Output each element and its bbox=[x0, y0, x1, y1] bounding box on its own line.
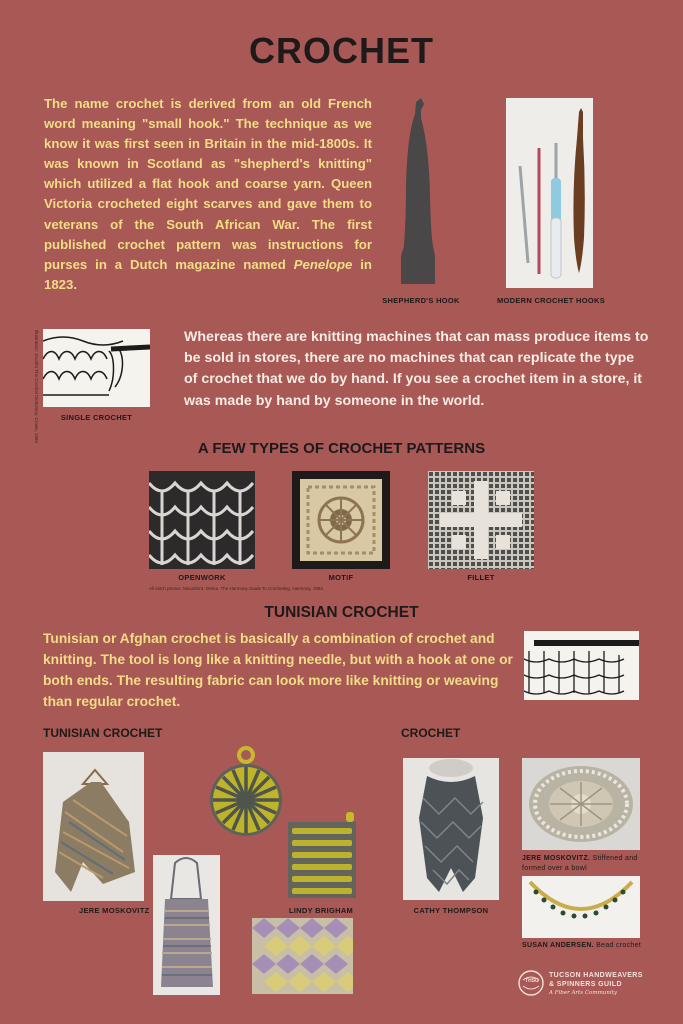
single-crochet-credit: Illustration: Jacob's The Crochet Dictionary. Crown, 1984 bbox=[34, 330, 39, 443]
susan-caption: SUSAN ANDERSEN. Bead crochet bbox=[522, 942, 642, 949]
guild-name bbox=[549, 971, 643, 998]
single-crochet-illustration bbox=[43, 329, 150, 407]
fillet-swatch bbox=[428, 471, 534, 569]
tunisian-bag-photo bbox=[153, 855, 220, 995]
stitch-photo-credit: All stitch photos: Mountford, Debra. The Harmony Guide To Crocheting. Harmony, 1992. bbox=[149, 586, 325, 591]
motif-caption: MOTIF bbox=[328, 573, 354, 582]
cathy-caption: CATHY THOMPSON bbox=[413, 906, 489, 915]
tunisian-paragraph: Tunisian or Afghan crochet is basically a combination of crochet and knitting. The tool is long like a knitting needle, but with a hook at one or both ends. The resulting fabric can look more like knitting or weaving than regular crochet. bbox=[43, 631, 513, 709]
motif-swatch bbox=[292, 471, 390, 569]
openwork-caption: OPENWORK bbox=[178, 573, 226, 582]
guild-name-line1: TUCSON HANDWEAVERS bbox=[549, 972, 643, 979]
square-potholder-photo bbox=[284, 812, 360, 902]
tunisian-section-label: TUNISIAN CROCHET bbox=[43, 726, 163, 740]
tunisian-shawl-photo bbox=[43, 752, 144, 901]
modern-hooks-image bbox=[506, 98, 593, 288]
intro-paragraph: The name crochet is derived from an old French word meaning "small hook." The technique as we know it was first seen in Britain in the mid-1800s. It was known in Scotland as "shepherd's knitting" which utilized a flat hook and coarse yarn. Queen Victoria crocheted eight scarves and gave them to veterans of the South African War. The first published crochet pattern was instructions for purses in a Dutch magazine named Penelope in 1823. bbox=[44, 96, 372, 292]
modern-hooks-caption: MODERN CROCHET HOOKS bbox=[496, 296, 606, 305]
round-potholder-photo bbox=[209, 745, 285, 840]
guild-tagline: A Fiber Arts Community bbox=[549, 990, 617, 996]
machines-paragraph: Whereas there are knitting machines that can mass produce items to be sold in stores, there are no machines that can replicate the type of crochet that we do by hand. If you see a crochet item in a store, it was made by hand by someone in the world. bbox=[184, 329, 649, 409]
guild-logo-abbr: THSG bbox=[525, 978, 539, 984]
tunisian-heading: TUNISIAN CROCHET bbox=[264, 604, 419, 621]
jere-caption: JERE MOSKOVITZ bbox=[79, 906, 150, 915]
shepherds-hook-image bbox=[393, 96, 443, 286]
guild-name-line2: & SPINNERS GUILD bbox=[549, 981, 622, 988]
openwork-swatch bbox=[149, 471, 255, 569]
crochet-bowl-photo bbox=[522, 758, 640, 850]
entrelac-swatch-photo bbox=[252, 918, 353, 994]
patterns-heading: A FEW TYPES OF CROCHET PATTERNS bbox=[197, 440, 486, 457]
crochet-scarf-photo bbox=[403, 758, 499, 900]
lindy-caption: LINDY BRIGHAM bbox=[288, 906, 354, 915]
fillet-caption: FILLET bbox=[467, 573, 495, 582]
shepherds-hook-caption: SHEPHERD'S HOOK bbox=[382, 296, 460, 305]
crochet-section-label: CROCHET bbox=[401, 726, 461, 740]
page-title: CROCHET bbox=[249, 30, 434, 71]
tunisian-stitch-illustration bbox=[524, 631, 639, 700]
bead-necklace-photo bbox=[522, 876, 640, 938]
single-crochet-caption: SINGLE CROCHET bbox=[60, 413, 133, 422]
jere-bowl-caption: JERE MOSKOVITZ. Stiffened and formed over a bowl bbox=[522, 855, 638, 872]
